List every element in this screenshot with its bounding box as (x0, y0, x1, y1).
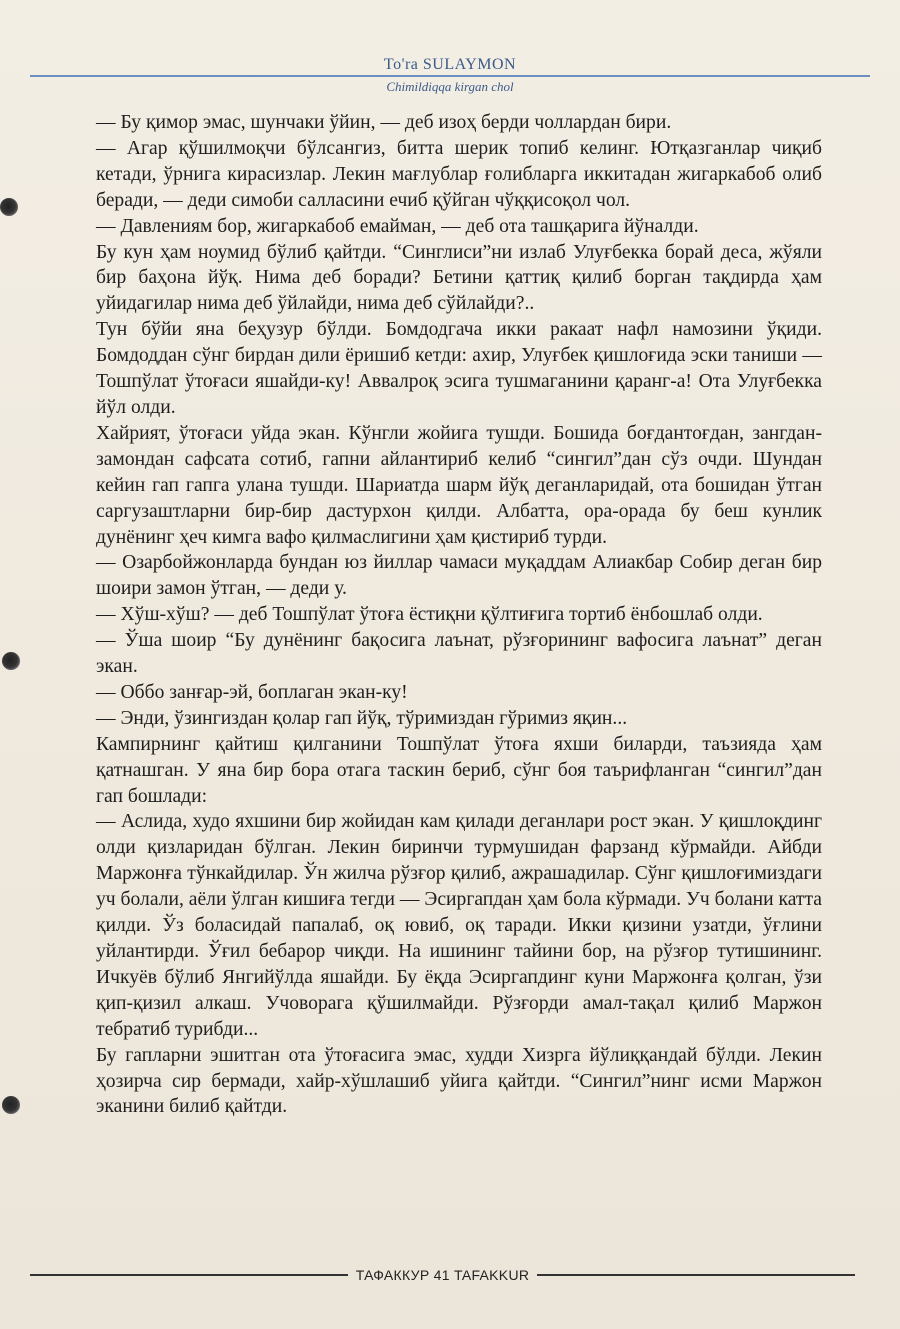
paragraph: — Озарбойжонларда бундан юз йиллар чамаси муқаддам Алиакбар Собир деган бир шоири замон ўтган, — деди у. (96, 552, 822, 600)
paragraph: — Бу қимор эмас, шунчаки ўйин, — деб изоҳ берди чоллардан бири. (96, 112, 672, 133)
paragraph: Кампирнинг қайтиш қилганини Тошпўлат ўтоға яхши биларди, таъзияда ҳам қатнашган. У яна бир бора отага таскин бериб, сўнг боя таърифланган “сингил”дан гап бошлади: (96, 733, 822, 807)
binder-hole-middle (2, 652, 20, 670)
paragraph: Тун бўйи яна беҳузур бўлди. Бомдодгача икки ракаат нафл намозини ўқиди. Бомдоддан сўнг бирдан дили ёришиб кетди: ахир, Улуғбек қишлоғида эски таниши — Тошпўлат ўтоғаси яшайди-ку! Аввалроқ эсига тушмаганини қаранг-а! Ота Улуғбекка йўл олди. (96, 319, 822, 418)
footer-rule-left (30, 1274, 348, 1276)
footer-rule-right (537, 1274, 855, 1276)
running-footer (30, 1265, 855, 1285)
footer-label: ТАФАККУР 41 TAFAKKUR (355, 1267, 530, 1283)
body-text (96, 110, 822, 1120)
paragraph: — Хўш-хўш? — деб Тошпўлат ўтоға ёстиқни қўлтиғига тортиб ёнбошлаб олди. (96, 604, 763, 626)
paragraph: Бу кун ҳам ноумид бўлиб қайтди. “Синглиси”ни излаб Улуғбекка борай деса, жўяли бир баҳона йўқ. Нима деб боради? Бетини қаттиқ қилиб борган тақдирда ҳам уйидагилар нима деб ўйлайди, нима деб сўйлайди?.. (96, 241, 822, 315)
running-header (30, 56, 870, 95)
paragraph: — Оббо занғар-эй, боплаган экан-ку! (96, 681, 408, 703)
paragraph: Бу гапларни эшитган ота ўтоғасига эмас, худди Хизрга йўлиққандай бўлди. Лекин ҳозирча сир бермади, хайр-хўшлашиб уйига қайтди. “Сингил”нинг исми Маржон эканини билиб қайтди. (96, 1044, 822, 1118)
paragraph: — Энди, ўзингиздан қолар гап йўқ, тўримиздан гўримиз яқин... (96, 707, 628, 729)
header-author: To'ra SULAYMON (383, 56, 517, 73)
paragraph: — Аслида, худо яхшини бир жойидан кам қилади деганлари рост экан. У қишлоқдинг олди қизларидан бўлган. Лекин биринчи турмушидан фарзанд кўрмайди. Айбди Маржонға тўнкайдилар. Ўн жилча рўзғор қилиб, ажрашадилар. Сўнг қишлоғимиздаги уч болали, аёли ўлган кишиға тегди — Эсиргапдан ҳам бола кўрмади. Уч болани катта қилди. Ўз боласидай папалаб, оқ ювиб, оқ таради. Икки қизини узатди, ўғлини уйлантирди. Ўғил бебарор чиқди. На ишининг тайини бор, на рўзғор тутишининг. Ичкуёв бўлиб Янгийўлда яшайди. Бу ёқда Эсиргапдинг куни Маржонға қолган, ўзи қип-қизил алкаш. Учоворага қўшилмайди. Рўзғорди амал-тақал қилиб Маржон тебратиб турибди... (96, 811, 822, 1040)
binder-hole-bottom (2, 1096, 20, 1114)
binder-hole-top (0, 198, 18, 216)
paragraph: — Агар қўшилмоқчи бўлсангиз, битта шерик топиб келинг. Ютқазганлар чиқиб кетади, ўрнига кирасизлар. Лекин мағлублар ғолибларга иккитадан жигаркабоб олиб беради, — деди симоби салласини ечиб қўйган чўққисоқол чол. (96, 137, 822, 211)
header-subtitle: Chimildiqqa kirgan chol (386, 79, 514, 94)
paragraph: Хайрият, ўтоғаси уйда экан. Кўнгли жойига тушди. Бошида боғдантоғдан, зангдан-замондан сафсата сотиб, гапни айлантириб келиб “сингил”дан сўз очди. Шундан кейин гап гапга улана тушди. Шариатда шарм йўқ деганларидай, ота бошидан ўтган саргузаштларни бир-бир дастурхон қилди. Албатта, ора-орада бу беш кунлик дунёнинг ҳеч кимга вафо қилмаслигини ҳам қистириб турди. (96, 422, 822, 548)
paragraph: — Давлениям бор, жигаркабоб емайман, — деб ота ташқарига йўналди. (96, 215, 699, 237)
paragraph: — Ўша шоир “Бу дунёнинг бақосига лаънат, рўзғорининг вафосига лаънат” деган экан. (96, 630, 822, 678)
header-rule (30, 75, 870, 77)
